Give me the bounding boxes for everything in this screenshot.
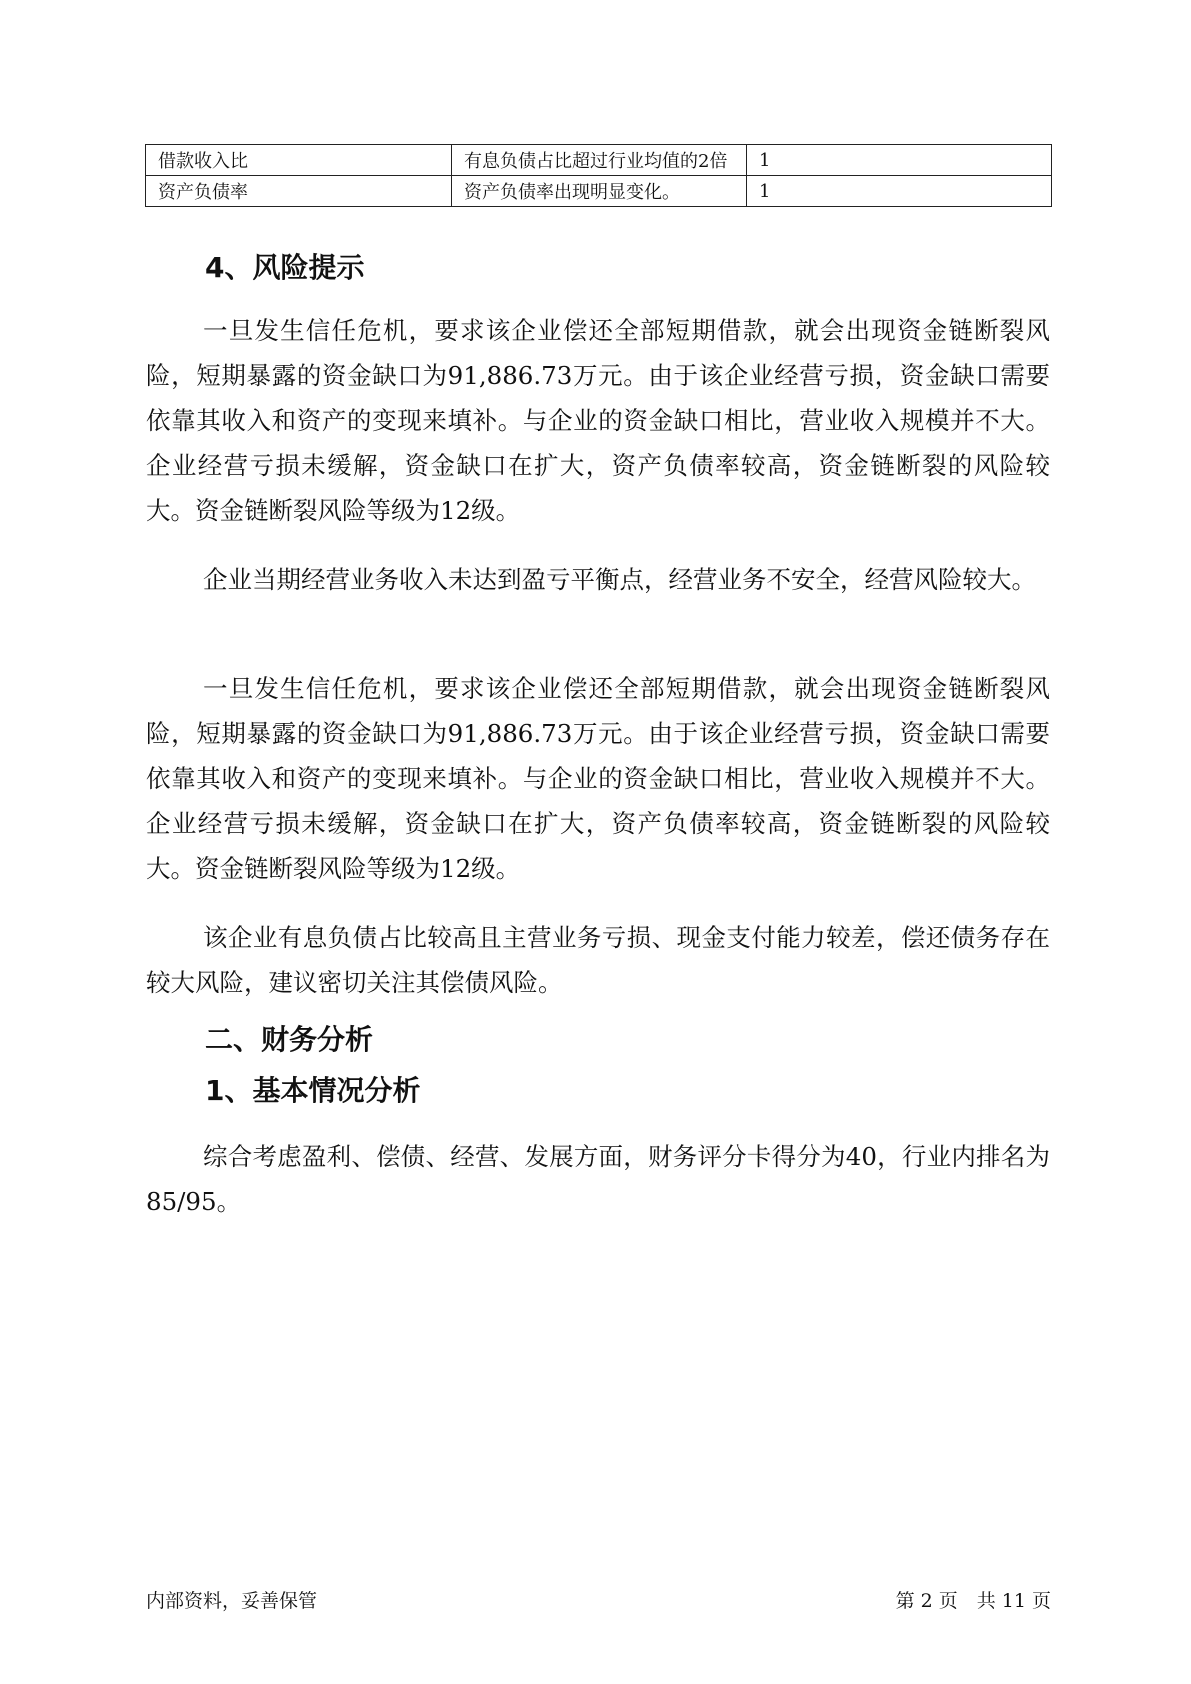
- page-number: 第 2 页 共 11 页: [895, 1590, 1051, 1612]
- indicator-condition: 有息负债占比超过行业均值的2倍: [452, 145, 747, 176]
- indicator-name: 借款收入比: [146, 145, 452, 176]
- table-row: [146, 176, 1052, 207]
- table-row: [146, 145, 1052, 176]
- indicator-value: 1: [747, 176, 1052, 207]
- finance-heading: 二、财务分析: [205, 1023, 374, 1056]
- risk-paragraph-2: 企业当期经营业务收入未达到盈亏平衡点，经营业务不安全，经营风险较大。: [203, 565, 1036, 594]
- indicator-value: 1: [747, 145, 1052, 176]
- indicator-condition: 资产负债率出现明显变化。: [452, 176, 747, 207]
- basic-analysis-paragraph: 综合考虑盈利、偿债、经营、发展方面，财务评分卡得分为40，行业内排名为85/95。: [146, 1142, 1050, 1216]
- risk-paragraph-4: 该企业有息负债占比较高且主营业务亏损、现金支付能力较差，偿还债务存在较大风险，建议密切关注其偿债风险。: [146, 923, 1050, 997]
- risk-paragraph-1: 一旦发生信任危机，要求该企业偿还全部短期借款，就会出现资金链断裂风险，短期暴露的资金缺口为91,886.73万元。由于该企业经营亏损，资金缺口需要依靠其收入和资产的变现来填补。与企业的资金缺口相比，营业收入规模并不大。企业经营亏损未缓解，资金缺口在扩大，资产负债率较高，资金链断裂的风险较大。资金链断裂风险等级为12级。: [146, 316, 1050, 525]
- risk-heading: 4、风险提示: [205, 251, 365, 284]
- confidential-note: 内部资料，妥善保管: [146, 1590, 318, 1612]
- risk-paragraph-3: 一旦发生信任危机，要求该企业偿还全部短期借款，就会出现资金链断裂风险，短期暴露的资金缺口为91,886.73万元。由于该企业经营亏损，资金缺口需要依靠其收入和资产的变现来填补。与企业的资金缺口相比，营业收入规模并不大。企业经营亏损未缓解，资金缺口在扩大，资产负债率较高，资金链断裂的风险较大。资金链断裂风险等级为12级。: [146, 674, 1050, 883]
- indicator-name: 资产负债率: [146, 176, 452, 207]
- basic-analysis-heading: 1、基本情况分析: [205, 1074, 421, 1107]
- indicator-table: [145, 144, 1052, 207]
